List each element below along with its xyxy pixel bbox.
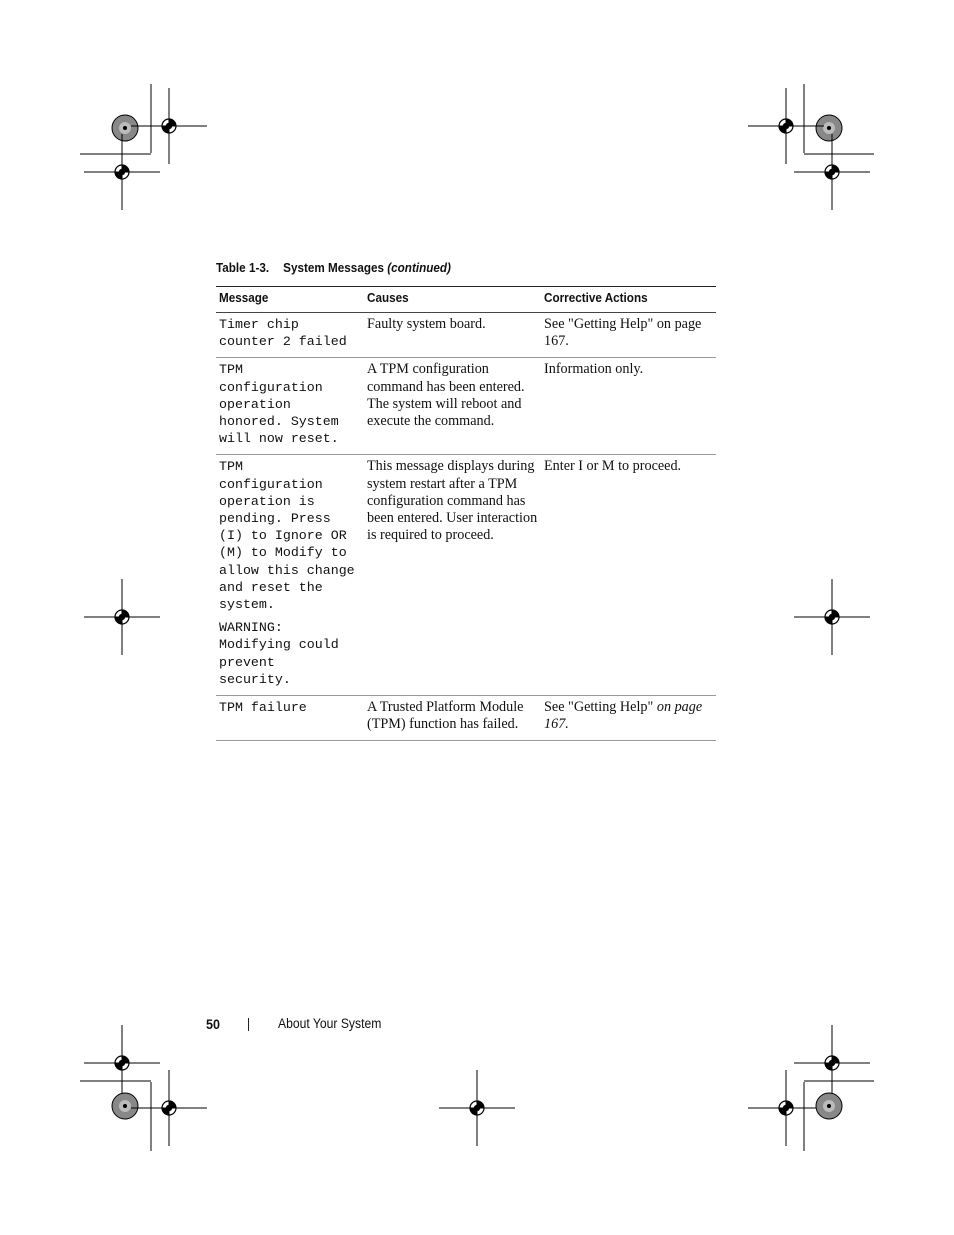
table-row xyxy=(216,313,716,358)
cause-cell: This message displays during system restart after a TPM configuration command has been entered. User interaction is required to proceed. xyxy=(364,455,541,696)
table-caption xyxy=(216,260,451,275)
crosshair-mark xyxy=(794,579,870,655)
table-header-row xyxy=(216,287,716,313)
crosshair-mark xyxy=(794,1025,870,1101)
continued-label: (continued) xyxy=(387,260,451,275)
table-row xyxy=(216,455,716,696)
page-reference: on page 167. xyxy=(544,699,703,733)
starburst-mark xyxy=(816,1093,842,1119)
table-number: Table 1-3. xyxy=(216,260,270,275)
table-row xyxy=(216,696,716,741)
message-cell: TPM configuration operation honored. System will now reset. xyxy=(216,358,364,455)
crosshair-mark xyxy=(84,1025,160,1101)
footer-section-title: About Your System xyxy=(278,1016,382,1031)
starburst-mark xyxy=(112,1093,138,1119)
action-cell: See "Getting Help" on page 167. xyxy=(541,696,716,741)
cause-cell: A Trusted Platform Module (TPM) function has failed. xyxy=(364,696,541,741)
warning-text: WARNING: Modifying could prevent security. xyxy=(219,620,339,687)
column-header-message: Message xyxy=(216,287,364,313)
footer-divider xyxy=(248,1018,249,1031)
crosshair-mark xyxy=(84,134,160,210)
action-cell: Information only. xyxy=(541,358,716,455)
crosshair-mark xyxy=(439,1070,515,1146)
column-header-causes: Causes xyxy=(364,287,541,313)
message-cell: Timer chip counter 2 failed xyxy=(216,313,364,358)
action-cell: Enter I or M to proceed. xyxy=(541,455,716,696)
crosshair-mark xyxy=(794,134,870,210)
cause-cell: Faulty system board. xyxy=(364,313,541,358)
crosshair-mark xyxy=(131,88,207,164)
table-title: System Messages xyxy=(283,260,384,275)
system-messages-table xyxy=(216,286,716,741)
starburst-mark xyxy=(112,115,138,141)
table-row xyxy=(216,358,716,455)
column-header-corrective-actions: Corrective Actions xyxy=(541,287,716,313)
crosshair-mark xyxy=(748,88,824,164)
message-cell: TPM configuration operation is pending. Press (I) to Ignore OR (M) to Modify to allow this change and reset the system. WARNING: Modifying could prevent security. xyxy=(216,455,364,696)
starburst-mark xyxy=(816,115,842,141)
cause-cell: A TPM configuration command has been entered. The system will reboot and execute the command. xyxy=(364,358,541,455)
action-cell: See "Getting Help" on page 167. xyxy=(541,313,716,358)
page-number: 50 xyxy=(206,1016,221,1032)
crosshair-mark xyxy=(84,579,160,655)
message-cell: TPM failure xyxy=(216,696,364,741)
